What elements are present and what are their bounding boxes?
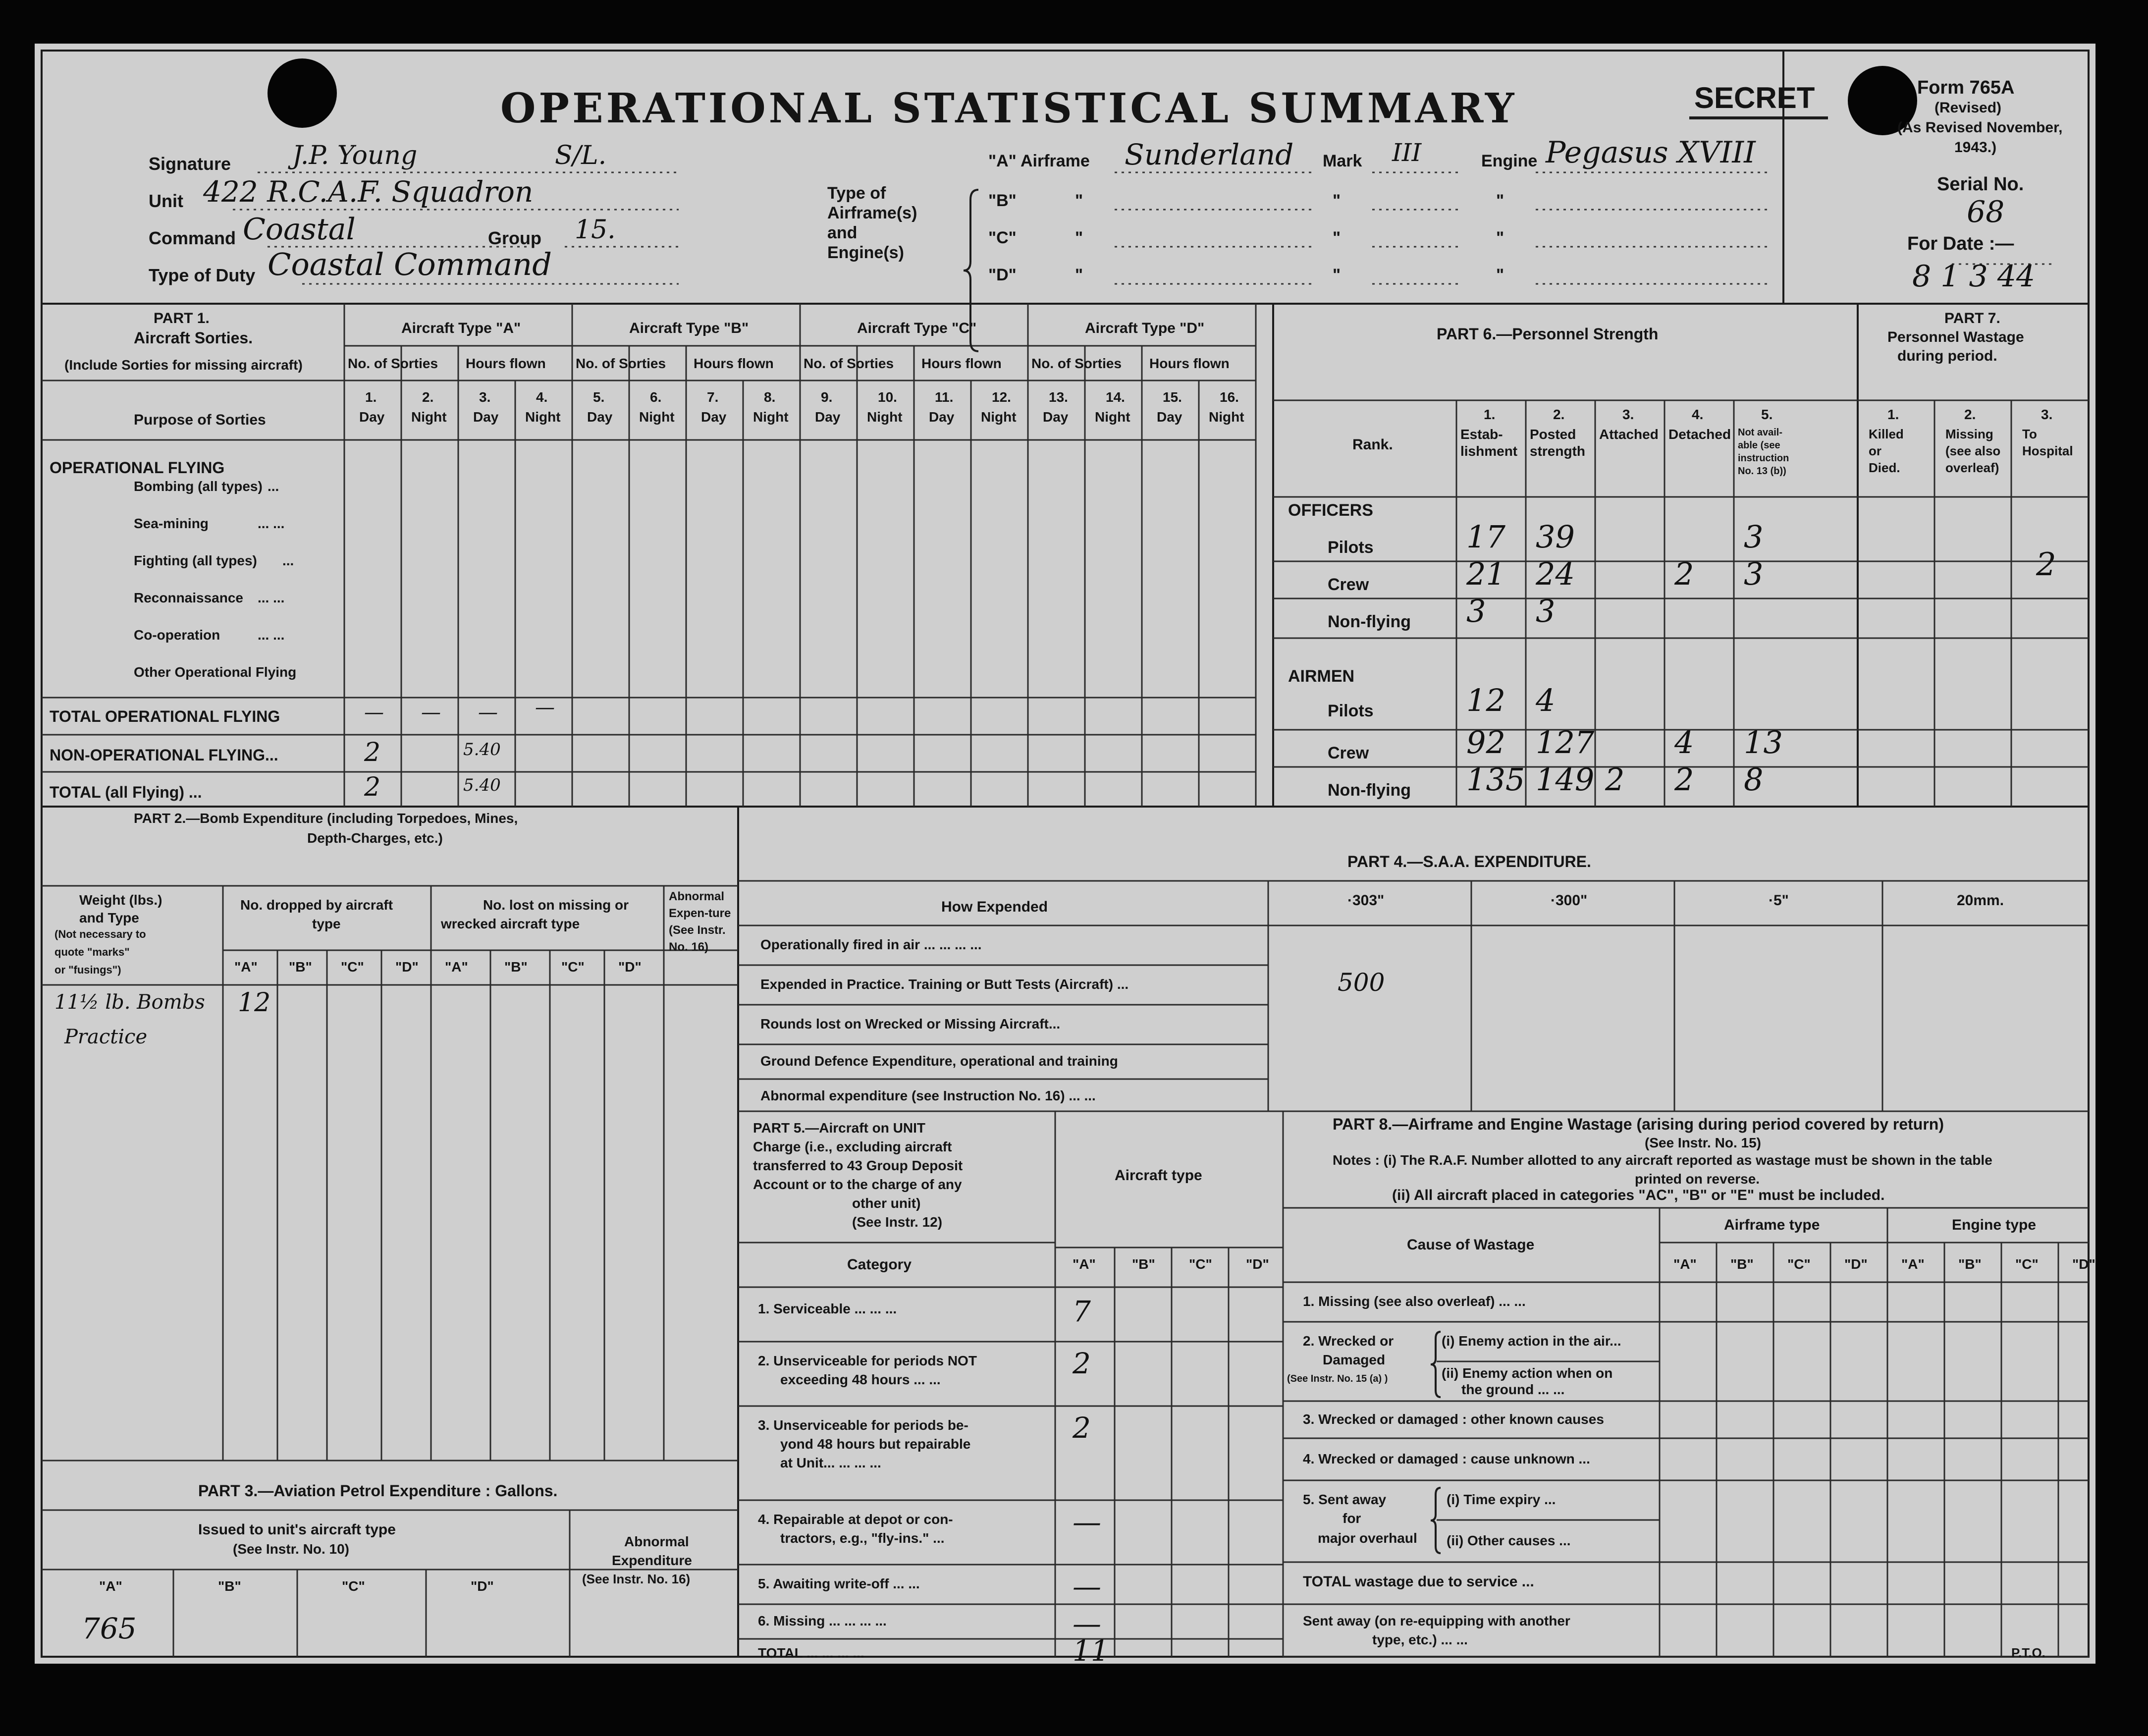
part5-row-2-line-1: 2. Unserviceable for periods NOT — [758, 1353, 977, 1368]
part5-letter-4: "D" — [1246, 1256, 1269, 1272]
part6-value-r6-c2: 149 — [1536, 761, 1595, 798]
part1-coldn-4: Night — [525, 409, 561, 425]
part6-value-r2-c4: 2 — [1674, 556, 1694, 592]
command-value: Coastal — [243, 212, 356, 247]
part6-value-r6-c4: 2 — [1674, 761, 1694, 798]
part3-issued: Issued to unit's aircraft type — [198, 1521, 396, 1538]
part8-note-1: Notes : (i) The R.A.F. Number allotted to any aircraft reported as wastage must be shown in the table — [1333, 1152, 1992, 1168]
part6-colhead-1-2: lishment — [1460, 443, 1518, 459]
part5-row-4-line-1: 4. Repairable at depot or con- — [758, 1512, 953, 1527]
form-revised-year: 1943.) — [1954, 139, 1997, 156]
part1-dots-bombing: ... — [268, 479, 279, 494]
part2-title-2: Depth-Charges, etc.) — [307, 830, 443, 846]
part3-abnormal: Abnormal — [624, 1534, 689, 1549]
ditto-d-1: " — [1075, 266, 1083, 284]
total-op-3: — — [478, 701, 498, 724]
mark-label: Mark — [1323, 152, 1362, 170]
part3-abnormal-3: (See Instr. No. 16) — [582, 1572, 691, 1586]
part1-colnum-14: 14. — [1106, 389, 1125, 405]
part5-row-4-line-2: tractors, e.g., "fly-ins." ... — [780, 1530, 945, 1546]
hospital-pilots-value: 2 — [2036, 546, 2056, 583]
part2-letter-6: "B" — [504, 959, 528, 975]
part1-coldn-13: Day — [1043, 409, 1069, 425]
part8-title: PART 8.—Airframe and Engine Wastage (arising during period covered by return) — [1333, 1115, 1944, 1133]
part1-coldn-7: Day — [701, 409, 727, 425]
part1-coldn-15: Day — [1157, 409, 1182, 425]
part5-aircraft-type: Aircraft type — [1115, 1167, 1202, 1184]
duty-value: Coastal Command — [268, 246, 552, 282]
part8-cause-header: Cause of Wastage — [1407, 1237, 1535, 1253]
part6-value-r6-c1: 135 — [1466, 761, 1525, 798]
airframe-type-label-4: Engine(s) — [827, 243, 904, 262]
part1-colnum-13: 13. — [1049, 389, 1068, 405]
part8-enemy-air: (i) Enemy action in the air... — [1442, 1333, 1621, 1349]
part6-value-r1-c2: 39 — [1536, 519, 1575, 555]
part2-weight-header-5: or "fusings") — [54, 964, 121, 976]
part5-letter-1: "A" — [1073, 1256, 1096, 1272]
caliber-20mm: 20mm. — [1957, 892, 2004, 909]
part8-letter-8: "D" — [2072, 1256, 2095, 1272]
part1-colnum-9: 9. — [821, 389, 833, 405]
caliber-5: ·5" — [1769, 892, 1789, 909]
part2-lost-header-2: wrecked aircraft type — [441, 916, 580, 931]
non-operational-label: NON-OPERATIONAL FLYING... — [50, 746, 278, 764]
part8-enemy-ground: (ii) Enemy action when on — [1442, 1365, 1613, 1381]
part5-category: Category — [847, 1256, 912, 1273]
ditto-c-1: " — [1075, 228, 1083, 247]
part5-value-4: — — [1073, 1505, 1101, 1539]
part8-sent-away-c: major overhaul — [1318, 1530, 1417, 1546]
hours-header-d: Hours flown — [1149, 356, 1230, 371]
part5-value-3: 2 — [1073, 1411, 1091, 1445]
form-revised: (Revised) — [1934, 100, 2002, 116]
part1-colnum-6: 6. — [650, 389, 662, 405]
part6-value-r5-c5: 13 — [1744, 724, 1783, 760]
part2-letter-7: "C" — [561, 959, 585, 975]
part2-abnormal-header-4: No. 16) — [669, 940, 709, 954]
part6-colhead-4-1: Detached — [1668, 427, 1731, 442]
part6-value-r6-c3: 2 — [1605, 761, 1625, 798]
part7-colnum-2: 2. — [1964, 407, 1976, 422]
non-op-hours-day: 5.40 — [463, 740, 501, 760]
part8-letter-3: "C" — [1787, 1256, 1811, 1272]
part5-value-7: 11 — [1073, 1634, 1109, 1664]
part3-letter-4: "D" — [471, 1578, 494, 1594]
part5-title-3: transferred to 43 Group Deposit — [753, 1158, 963, 1173]
part2-abnormal-header-3: (See Instr. — [669, 923, 726, 937]
part8-wrecked-a: 2. Wrecked or — [1303, 1333, 1394, 1349]
part1-row-other: Other Operational Flying — [134, 664, 297, 680]
part6-colnum-5: 5. — [1761, 407, 1773, 422]
sorties-header-a: No. of Sorties — [348, 356, 438, 371]
serial-label: Serial No. — [1937, 174, 2024, 195]
airframe-a-value: Sunderland — [1125, 138, 1294, 171]
part1-row-bombing: Bombing (all types) — [134, 479, 263, 494]
part1-colnum-3: 3. — [479, 389, 491, 405]
part7-subtitle-2: during period. — [1897, 348, 1997, 364]
signature-value: J.P. Young — [292, 141, 418, 170]
part6-colhead-3-1: Attached — [1599, 427, 1659, 442]
ditto-c-3: " — [1496, 228, 1504, 247]
part1-note: (Include Sorties for missing aircraft) — [64, 357, 303, 373]
part1-colnum-12: 12. — [992, 389, 1011, 405]
ditto-b-2: " — [1333, 191, 1341, 210]
part8-time-expiry: (i) Time expiry ... — [1447, 1492, 1556, 1507]
part5-title-4: Account or to the charge of any — [753, 1177, 962, 1192]
part5-value-2: 2 — [1073, 1347, 1091, 1380]
total-all-sorties-day: 2 — [364, 772, 381, 802]
part8-wrecked-b: Damaged — [1323, 1352, 1386, 1367]
part6-row-label-2: Crew — [1328, 575, 1369, 594]
part2-letter-3: "C" — [341, 959, 364, 975]
part1-coldn-9: Day — [815, 409, 841, 425]
form-ruling — [35, 44, 2095, 1664]
part1-colnum-7: 7. — [707, 389, 719, 405]
part8-total: TOTAL wastage due to service ... — [1303, 1573, 1534, 1590]
part6-colhead-5-2: able (see — [1738, 440, 1780, 451]
hours-header-c: Hours flown — [921, 356, 1002, 371]
ditto-c-2: " — [1333, 228, 1341, 247]
airframe-type-label: Type of — [827, 184, 886, 203]
part6-rank-header: Rank. — [1352, 436, 1393, 453]
total-all-label: TOTAL (all Flying) ... — [50, 783, 202, 801]
part6-colhead-1-1: Estab- — [1460, 427, 1503, 442]
part8-enemy-ground-b: the ground ... ... — [1461, 1382, 1565, 1397]
part6-value-r5-c1: 92 — [1466, 724, 1505, 760]
part2-letter-1: "A" — [234, 959, 258, 975]
hours-header-b: Hours flown — [694, 356, 774, 371]
part3-abnormal-2: Expenditure — [612, 1553, 692, 1568]
part1-row-seamining: Sea-mining — [134, 516, 209, 531]
part6-colhead-5-1: Not avail- — [1738, 427, 1783, 438]
part2-title: PART 2.—Bomb Expenditure (including Torpedoes, Mines, — [134, 811, 518, 826]
part6-row-label-4: Pilots — [1328, 702, 1374, 720]
part2-letter-8: "D" — [618, 959, 642, 975]
part1-colnum-5: 5. — [593, 389, 605, 405]
part1-coldn-12: Night — [981, 409, 1017, 425]
airframe-b-label: "B" — [988, 191, 1017, 210]
total-op-2: — — [421, 701, 441, 724]
part2-letter-2: "B" — [289, 959, 312, 975]
part6-value-r3-c1: 3 — [1466, 593, 1486, 629]
part4-row-ground: Ground Defence Expenditure, operational and training — [760, 1053, 1118, 1069]
part1-row-coop: Co-operation — [134, 627, 220, 643]
part8-note-1b: printed on reverse. — [1635, 1171, 1760, 1187]
part6-colhead-5-4: No. 13 (b)) — [1738, 466, 1786, 477]
part1-coldn-1: Day — [359, 409, 385, 425]
part7-title: PART 7. — [1944, 310, 2000, 326]
part8-letter-4: "D" — [1844, 1256, 1868, 1272]
part5-value-1: 7 — [1073, 1295, 1091, 1328]
part1-coldn-16: Night — [1209, 409, 1244, 425]
part2-lost-header-1: No. lost on missing or — [483, 897, 629, 913]
part1-row-recon: Reconnaissance — [134, 590, 243, 605]
total-all-hours-day: 5.40 — [463, 775, 501, 795]
part1-colnum-4: 4. — [536, 389, 548, 405]
form-title: OPERATIONAL STATISTICAL SUMMARY — [500, 85, 1517, 132]
unit-label: Unit — [149, 191, 183, 211]
part1-coldn-5: Day — [587, 409, 613, 425]
part4-row-lost: Rounds lost on Wrecked or Missing Aircraft... — [760, 1016, 1061, 1031]
part8-row-other-causes: 3. Wrecked or damaged : other known causes — [1303, 1411, 1604, 1427]
part6-colhead-2-1: Posted — [1530, 427, 1576, 442]
part6-colnum-4: 4. — [1692, 407, 1704, 422]
part7-colhead-2-2: (see also — [1945, 443, 2001, 458]
serial-value: 68 — [1967, 195, 2005, 229]
part2-weight-header-1: Weight (lbs.) — [79, 892, 162, 908]
bomb-type-entry: 11½ lb. Bombs — [54, 991, 205, 1014]
part1-dots-recon: ... ... — [258, 590, 285, 605]
signature-rank: S/L. — [555, 141, 607, 170]
caliber-300: ·300" — [1551, 892, 1588, 909]
part1-dots-seamining: ... ... — [258, 516, 285, 531]
part6-value-r2-c1: 21 — [1466, 556, 1505, 592]
engine-label: Engine — [1481, 152, 1538, 170]
part8-airframe-type: Airframe type — [1724, 1217, 1820, 1233]
part7-colnum-3: 3. — [2041, 407, 2053, 422]
part5-row-5-line-1: 5. Awaiting write-off ... ... — [758, 1576, 920, 1591]
operational-flying-label: OPERATIONAL FLYING — [50, 459, 225, 477]
secret-label: SECRET — [1694, 81, 1815, 114]
part7-colhead-2-3: overleaf) — [1945, 460, 1999, 475]
total-op-1: — — [364, 701, 384, 724]
part6-value-r3-c2: 3 — [1536, 593, 1556, 629]
purpose-header: Purpose of Sorties — [134, 412, 266, 428]
part1-colnum-11: 11. — [935, 389, 954, 405]
part1-coldn-3: Day — [473, 409, 499, 425]
pto-label: P.T.O. — [2011, 1645, 2045, 1660]
part1-dots-coop: ... ... — [258, 627, 285, 643]
total-op-4: — — [535, 696, 555, 719]
part6-colnum-3: 3. — [1622, 407, 1634, 422]
part1-coldn-11: Day — [929, 409, 955, 425]
mark-value: III — [1392, 138, 1422, 167]
part5-row-3-line-1: 3. Unserviceable for periods be- — [758, 1417, 968, 1433]
part8-letter-6: "B" — [1958, 1256, 1982, 1272]
part2-weight-header-4: quote "marks" — [54, 946, 130, 958]
part7-colnum-1: 1. — [1887, 407, 1899, 422]
form-sheet — [35, 44, 2095, 1664]
part1-coldn-10: Night — [867, 409, 903, 425]
part2-abnormal-header-2: Expen-ture — [669, 907, 731, 920]
command-label: Command — [149, 228, 236, 248]
part1-coldn-8: Night — [753, 409, 789, 425]
part1-coldn-14: Night — [1095, 409, 1130, 425]
group-label: Group — [488, 228, 541, 248]
unit-value: 422 R.C.A.F. Squadron — [203, 175, 534, 209]
part6-colhead-5-3: instruction — [1738, 453, 1789, 464]
part6-value-r2-c2: 24 — [1536, 556, 1575, 592]
part6-colnum-2: 2. — [1553, 407, 1565, 422]
sorties-header-b: No. of Sorties — [576, 356, 666, 371]
part5-row-6-line-1: 6. Missing ... ... ... ... — [758, 1613, 887, 1628]
part8-engine-type: Engine type — [1952, 1217, 2037, 1233]
part7-subtitle-1: Personnel Wastage — [1887, 329, 2024, 345]
part8-sent-reequip-b: type, etc.) ... ... — [1372, 1632, 1468, 1647]
part6-value-r1-c1: 17 — [1466, 519, 1505, 555]
part8-letter-2: "B" — [1730, 1256, 1754, 1272]
airframe-a-label: "A" Airframe — [988, 152, 1090, 170]
part8-row-unknown: 4. Wrecked or damaged : cause unknown ... — [1303, 1451, 1590, 1466]
sorties-header-c: No. of Sorties — [804, 356, 894, 371]
part8-row-missing: 1. Missing (see also overleaf) ... ... — [1303, 1294, 1526, 1309]
part1-colnum-8: 8. — [764, 389, 776, 405]
aircraft-type-a-header: Aircraft Type "A" — [401, 320, 521, 336]
part1-title: PART 1. — [154, 310, 210, 326]
airframe-c-label: "C" — [988, 228, 1017, 247]
part1-coldn-2: Night — [411, 409, 447, 425]
signature-label: Signature — [149, 154, 231, 174]
part5-letter-3: "C" — [1189, 1256, 1212, 1272]
bomb-dropped-a: 12 — [238, 988, 271, 1018]
ditto-b-3: " — [1496, 191, 1504, 210]
part3-issued-2: (See Instr. No. 10) — [233, 1541, 349, 1557]
practice-303-value: 500 — [1338, 968, 1385, 997]
part5-row-2-line-2: exceeding 48 hours ... ... — [780, 1372, 941, 1387]
bomb-type-entry-2: Practice — [64, 1026, 148, 1048]
part6-colhead-2-2: strength — [1530, 443, 1585, 459]
part8-letter-7: "C" — [2015, 1256, 2039, 1272]
part5-row-3-line-2: yond 48 hours but repairable — [780, 1436, 971, 1452]
group-value: 15. — [575, 215, 616, 245]
part6-title: PART 6.—Personnel Strength — [1437, 325, 1659, 343]
part6-row-label-5: Crew — [1328, 744, 1369, 762]
part4-row-abnormal: Abnormal expenditure (see Instruction No. 16) ... ... — [760, 1088, 1096, 1103]
part6-colnum-1: 1. — [1484, 407, 1496, 422]
part6-value-r4-c2: 4 — [1536, 682, 1556, 718]
hours-header-a: Hours flown — [466, 356, 546, 371]
punch-hole-left — [268, 58, 337, 128]
form-revised-date: (As Revised November, — [1897, 119, 2063, 136]
part8-note-2: (ii) All aircraft placed in categories "AC", "B" or "E" must be included. — [1392, 1187, 1885, 1203]
aircraft-type-b-header: Aircraft Type "B" — [629, 320, 749, 336]
part1-colnum-1: 1. — [365, 389, 377, 405]
part8-letter-5: "A" — [1901, 1256, 1925, 1272]
part1-colnum-15: 15. — [1163, 389, 1182, 405]
part4-row-operational: Operationally fired in air ... ... ... ... — [760, 937, 982, 952]
part2-letter-5: "A" — [445, 959, 468, 975]
how-expended-header: How Expended — [941, 899, 1048, 915]
part6-row-label-6: Non-flying — [1328, 781, 1411, 800]
ditto-d-2: " — [1333, 266, 1341, 284]
petrol-a-value: 765 — [82, 1612, 137, 1645]
total-operational-label: TOTAL OPERATIONAL FLYING — [50, 707, 280, 725]
part5-letter-2: "B" — [1132, 1256, 1155, 1272]
part5-title-2: Charge (i.e., excluding aircraft — [753, 1139, 952, 1154]
for-date-label: For Date :— — [1907, 233, 2014, 254]
engine-value: Pegasus XVIII — [1546, 135, 1756, 170]
part4-row-practice: Expended in Practice. Training or Butt Tests (Aircraft) ... — [760, 976, 1129, 992]
part8-sent-reequip: Sent away (on re-equipping with another — [1303, 1613, 1570, 1628]
caliber-303: ·303" — [1347, 892, 1385, 909]
part8-other-causes: (ii) Other causes ... — [1447, 1533, 1571, 1548]
ditto-b-1: " — [1075, 191, 1083, 210]
part8-sent-away-a: 5. Sent away — [1303, 1492, 1387, 1507]
part7-colhead-1-2: or — [1869, 443, 1881, 458]
part1-dots-fighting: ... — [282, 553, 294, 568]
part2-dropped-header-1: No. dropped by aircraft — [240, 897, 393, 913]
aircraft-type-d-header: Aircraft Type "D" — [1085, 320, 1205, 336]
part5-title-1: PART 5.—Aircraft on UNIT — [753, 1120, 925, 1136]
part8-sent-away-b: for — [1342, 1511, 1361, 1526]
part7-colhead-3-2: Hospital — [2022, 443, 2073, 458]
part1-coldn-6: Night — [639, 409, 675, 425]
form-number: Form 765A — [1917, 77, 2015, 98]
part3-letter-3: "C" — [342, 1578, 365, 1594]
part6-row-label-3: Non-flying — [1328, 612, 1411, 631]
part3-letter-1: "A" — [99, 1578, 122, 1594]
part6-value-r1-c5: 3 — [1744, 519, 1764, 555]
part6-value-r5-c4: 4 — [1674, 724, 1694, 760]
part8-letter-1: "A" — [1673, 1256, 1697, 1272]
part5-title-6: (See Instr. 12) — [852, 1214, 943, 1230]
part6-value-r4-c1: 12 — [1466, 682, 1505, 718]
part1-colnum-10: 10. — [878, 389, 897, 405]
part7-colhead-3-1: To — [2022, 427, 2037, 441]
part5-row-1-line-1: 1. Serviceable ... ... ... — [758, 1301, 897, 1316]
part5-row-7-line-1: TOTAL ... ... ... ... — [758, 1645, 864, 1661]
part5-title-5: other unit) — [852, 1195, 921, 1211]
part8-wrecked-c: (See Instr. No. 15 (a) ) — [1287, 1373, 1388, 1384]
part3-title: PART 3.—Aviation Petrol Expenditure : Gallons. — [198, 1482, 558, 1500]
part1-colnum-2: 2. — [422, 389, 434, 405]
part6-value-r6-c5: 8 — [1744, 761, 1764, 798]
airframe-type-label-3: and — [827, 223, 858, 242]
part5-value-6: — — [1073, 1607, 1101, 1640]
part1-subtitle: Aircraft Sorties. — [134, 329, 253, 347]
part4-title: PART 4.—S.A.A. EXPENDITURE. — [1347, 853, 1591, 870]
part2-weight-header-2: and Type — [79, 910, 139, 925]
part2-letter-4: "D" — [395, 959, 419, 975]
aircraft-type-c-header: Aircraft Type "C" — [857, 320, 977, 336]
airframe-type-label-2: Airframe(s) — [827, 204, 917, 222]
officers-label: OFFICERS — [1288, 501, 1373, 520]
part6-value-r2-c5: 3 — [1744, 556, 1764, 592]
airmen-label: AIRMEN — [1288, 667, 1355, 686]
part8-instr: (See Instr. No. 15) — [1645, 1135, 1761, 1150]
sorties-header-d: No. of Sorties — [1031, 356, 1122, 371]
duty-label: Type of Duty — [149, 265, 256, 285]
part2-abnormal-header-1: Abnormal — [669, 890, 725, 903]
airframe-d-label: "D" — [988, 266, 1017, 284]
part7-colhead-1-1: Killed — [1869, 427, 1904, 441]
part6-value-r5-c2: 127 — [1536, 724, 1595, 760]
part1-colnum-16: 16. — [1220, 389, 1239, 405]
part5-row-3-line-3: at Unit... ... ... ... — [780, 1455, 881, 1470]
part2-dropped-header-2: type — [312, 916, 341, 931]
part6-row-label-1: Pilots — [1328, 538, 1374, 557]
part7-colhead-1-3: Died. — [1869, 460, 1900, 475]
part1-row-fighting: Fighting (all types) — [134, 553, 257, 568]
part2-weight-header-3: (Not necessary to — [54, 928, 146, 940]
part5-value-5: — — [1073, 1570, 1101, 1603]
part7-colhead-2-1: Missing — [1945, 427, 1993, 441]
for-date-value: 8 1 3 44 — [1912, 259, 2036, 294]
non-op-sorties-day: 2 — [364, 738, 381, 767]
part3-letter-2: "B" — [218, 1578, 241, 1594]
ditto-d-3: " — [1496, 266, 1504, 284]
